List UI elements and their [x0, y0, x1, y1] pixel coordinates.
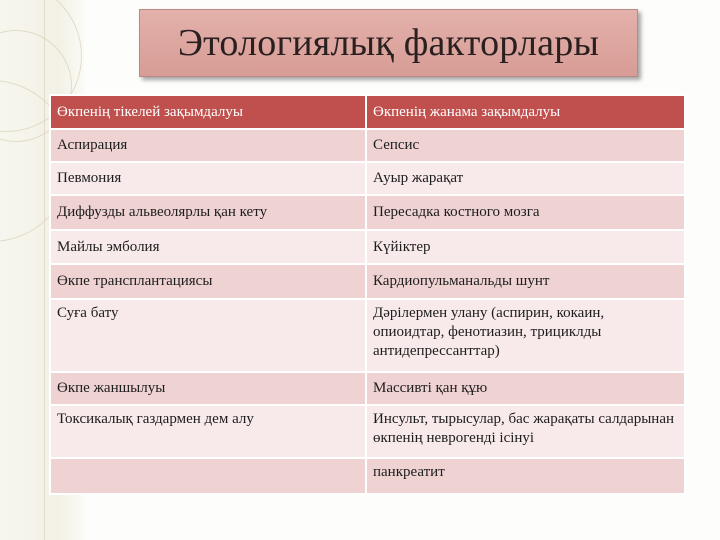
table-cell: Өкпе трансплантациясы — [50, 264, 366, 299]
table-cell: Күйіктер — [366, 230, 685, 264]
table-row — [50, 299, 685, 372]
table-cell: Токсикалық газдармен дем алу — [50, 405, 366, 458]
table-cell: Диффузды альвеолярлы қан кету — [50, 195, 366, 230]
table-row — [50, 195, 685, 230]
slide-title: Этологиялық факторлары — [177, 22, 600, 64]
slide-title-box — [139, 9, 638, 77]
table-cell: Сепсис — [366, 129, 685, 162]
table-cell: Массивті қан құю — [366, 372, 685, 405]
decorative-line — [44, 0, 45, 540]
etiology-table — [49, 94, 686, 495]
table-row — [50, 162, 685, 195]
table-cell: Дәрілермен улану (аспирин, кокаин, опиоидтар, фенотиазин, трициклды антидепрессанттар) — [366, 299, 685, 372]
table-cell: Пересадка костного мозга — [366, 195, 685, 230]
table-row — [50, 264, 685, 299]
table-cell: Аспирация — [50, 129, 366, 162]
table-cell: Певмония — [50, 162, 366, 195]
table-header-row — [50, 95, 685, 129]
header-direct-damage: Өкпенің тікелей зақымдалуы — [50, 95, 366, 129]
table-row — [50, 129, 685, 162]
table-cell: Инсульт, тырысулар, бас жарақаты салдарынан өкпенің неврогенді ісінуі — [366, 405, 685, 458]
table-cell: Ауыр жарақат — [366, 162, 685, 195]
table-cell: панкреатит — [366, 458, 685, 494]
header-indirect-damage: Өкпенің жанама зақымдалуы — [366, 95, 685, 129]
table-row — [50, 458, 685, 494]
table-cell — [50, 458, 366, 494]
table-row — [50, 230, 685, 264]
table-cell: Кардиопульманальды шунт — [366, 264, 685, 299]
table-cell: Суға бату — [50, 299, 366, 372]
table-row — [50, 405, 685, 458]
table-row — [50, 372, 685, 405]
table-cell: Майлы эмболия — [50, 230, 366, 264]
table-cell: Өкпе жаншылуы — [50, 372, 366, 405]
